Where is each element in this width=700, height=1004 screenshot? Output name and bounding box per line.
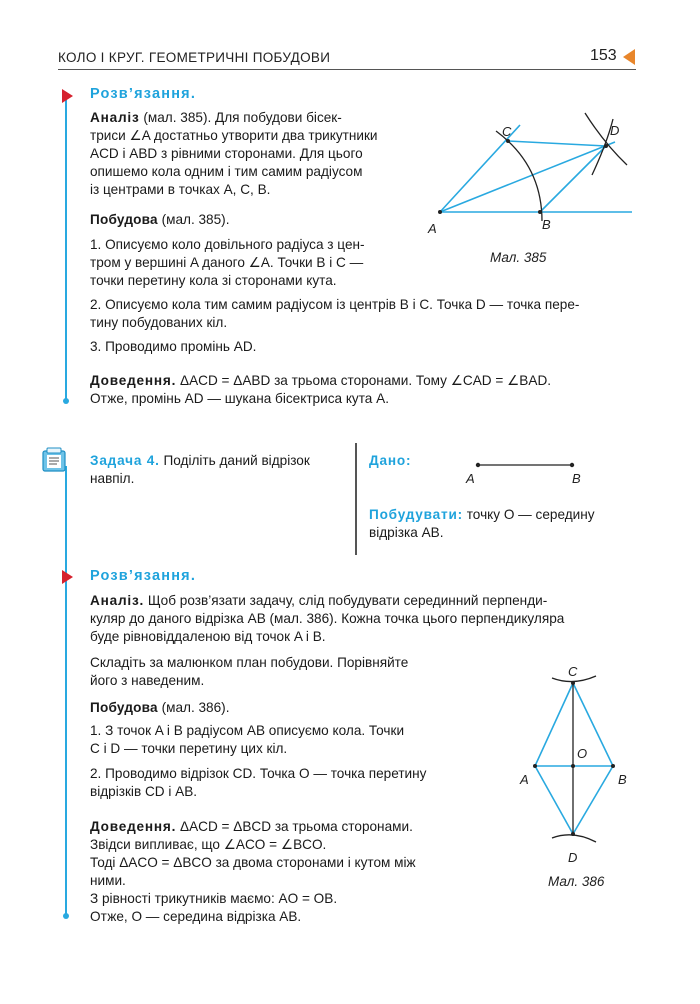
page-number: 153: [590, 47, 617, 64]
section1-end-dot: [63, 398, 69, 404]
section1-proof: Доведення. ΔACD = ΔABD за трьома сторонами. Тому ∠CAD = ∠BAD. Отже, промінь AD — шукана бісектриса кута A.: [90, 373, 552, 406]
figure-385-caption: Мал. 385: [490, 250, 547, 265]
task-clipboard-icon: [40, 447, 70, 475]
fig385-label-a: A: [428, 221, 437, 235]
task4-label: Задача 4.: [90, 453, 160, 468]
fig386-label-d: D: [568, 850, 578, 865]
segment-bd: [540, 146, 606, 212]
figure-386-caption: Мал. 386: [548, 874, 605, 889]
section2-plan: Складіть за малюнком план побудови. Порівняйте його з наведеним.: [90, 655, 409, 688]
page-number-triangle-icon: [623, 49, 635, 65]
section2-construction-heading: Побудова (мал. 386).: [90, 700, 230, 715]
fig385-label-b: B: [542, 217, 551, 232]
solution2-title: Розв’язання.: [90, 568, 197, 584]
section1-step1: 1. Описуємо коло довільного радіуса з цен- тром у вершині A даного ∠A. Точки B і C — точки перетину кола зі сторонами кута.: [90, 237, 365, 288]
section2-analysis: Аналіз. Щоб розв’язати задачу, слід побудувати серединний перпенди- куляр до даного відрізка AB (мал. 386). Кожна точка цього перпендикуляра буде рівновіддаленою від точок A і B.: [90, 593, 565, 644]
section2-accent-line: [65, 466, 67, 917]
figure-386: [500, 662, 650, 872]
analysis-label: Аналіз: [90, 110, 140, 125]
section1-accent-line: [65, 92, 67, 402]
section1-step2: 2. Описуємо кола тим самим радіусом із центрів B і C. Точка D — точка пере- тину побудованих кіл.: [90, 297, 580, 330]
segment-ad: [535, 766, 573, 834]
construct-label: Побудувати:: [369, 507, 463, 522]
arc-center-c: [585, 113, 627, 165]
task4-statement: Задача 4. Поділіть даний відрізок навпіл.: [90, 453, 310, 486]
solution-title: Розв’язання.: [90, 86, 197, 102]
section2-end-dot: [63, 913, 69, 919]
section1-construction-heading: Побудова (мал. 385).: [90, 212, 230, 227]
section2-step1: 1. З точок A і B радіусом AB описуємо кола. Точки C і D — точки перетину цих кіл.: [90, 723, 405, 756]
construct-statement: Побудувати: точку O — середину відрізка AB.: [369, 507, 595, 540]
segment-ca: [535, 683, 573, 766]
figure-385: [420, 95, 650, 235]
arc-bottom: [552, 835, 596, 842]
given-segment-ab: [460, 455, 590, 487]
fig386-label-a: A: [520, 772, 529, 787]
segment-bd: [573, 766, 613, 834]
fig386-label-b: B: [618, 772, 627, 787]
ray-ad: [440, 142, 615, 212]
fig386-label-o: O: [577, 746, 588, 761]
given-label: Дано:: [369, 453, 412, 468]
proof2-label: Доведення.: [90, 819, 177, 834]
solution-marker-icon: [62, 89, 73, 103]
running-header: КОЛО І КРУГ. ГЕОМЕТРИЧНІ ПОБУДОВИ: [58, 50, 331, 65]
header-rule: [58, 69, 636, 70]
section2-proof: Доведення. ΔACD = ΔBCD за трьома сторонами. Звідси випливає, що ∠ACO = ∠BCO. Тоді ΔACO = ΔBCO за двома сторонами і кутом між ними. З рівності трикутників маємо: AO = OB. Отже, O — середина відрізка AB.: [90, 819, 416, 924]
section2-step2: 2. Проводимо відрізок CD. Точка O — точка перетину відрізків CD і AB.: [90, 766, 427, 799]
fig385-label-c: C: [502, 124, 512, 139]
fig386-label-c: C: [568, 664, 578, 679]
segment-label-a: A: [466, 471, 475, 486]
analysis2-label: Аналіз.: [90, 593, 145, 608]
fig385-label-d: D: [610, 123, 620, 138]
section1-step3: 3. Проводимо промінь AD.: [90, 339, 257, 354]
solution2-marker-icon: [62, 570, 73, 584]
section1-analysis: Аналіз (мал. 385). Для побудови бісек- триси ∠A достатньо утворити два трикутники ACD і ABD з рівними сторонами. Для цього опишемо кола одним і тим самим радіусом із центрами в точках A, C, B.: [90, 110, 378, 197]
segment-label-b: B: [572, 471, 581, 486]
task4-divider: [355, 443, 357, 555]
segment-cd: [508, 141, 606, 146]
proof-label: Доведення.: [90, 373, 177, 388]
